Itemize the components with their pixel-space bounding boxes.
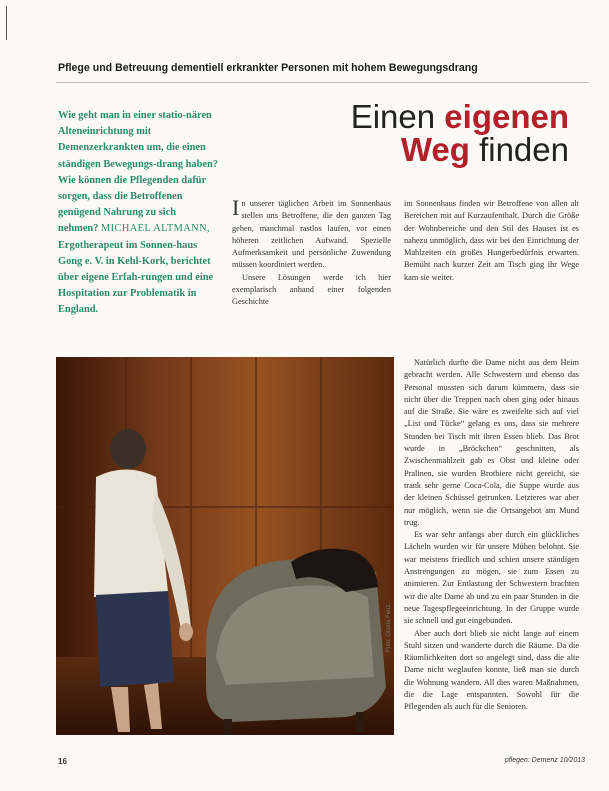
intro-bio: Ergotherapeut im Sonnen-haus Gong e. V. in Kehl-Kork, berichtet über eigene Erfah-rungen und eine Hospitation zur Problematik in England.: [58, 239, 214, 316]
body-column-2-bottom: [404, 357, 579, 714]
running-title: Pflege und Betreuung dementiell erkrankter Personen mit hohem Bewegungsdrang: [58, 62, 478, 74]
photo-woman-standing-by-armchair: [56, 357, 394, 735]
body-paragraph: Aber auch dort blieb sie nicht lange auf einem Stuhl sitzen und wanderte durch die Räume. Da die Räumlichkeiten dort so angelegt sind, dass die alte Dame nicht weglaufen konnte, ließ man sie durch die Wohnung wandern. All dies waren Maßnahmen, die die Lage entspannten. Sowohl für die Pflegenden als auch für die Senioren.: [404, 628, 579, 712]
headline-word-finden: finden: [479, 131, 569, 168]
header-rule: [56, 82, 589, 83]
page-number: 16: [58, 757, 67, 766]
headline-line-1: [351, 100, 569, 133]
crop-mark: [6, 6, 7, 40]
intro-lead: Wie geht man in einer statio-nären Alteneinrichtung mit Demenzerkrankten um, die einen ständigen Bewegungs-drang haben? Wie können die Pflegenden dafür sorgen, dass die Betroffenen genügend Nahrung zu sich nehmen?: [58, 110, 218, 235]
body-column-2-top: [404, 198, 579, 284]
headline-word-eigenen: eigenen: [444, 98, 569, 135]
body-paragraph: Es war sehr anfangs aber durch ein glückliches Lächeln wurden wir für unsere Mühen belohnt. Sie war meistens friedlich und schien unsere ständigen Anstrengungen zu mögen, sie zum Essen zu animieren. Zur Entlastung der Schwestern brachten wir die alte Dame ab und zu ein paar Stunden in die neue Tagespflegeeinrichtung. In der Gruppe wurde sie schnell und gut eingebunden.: [404, 530, 579, 626]
body-column-1: [232, 195, 391, 309]
body-paragraph: Natürlich durfte die Dame nicht aus dem Heim gebracht werden. Alle Schwestern und ebenso das Personal mussten sich darum kümmern, dass sie nicht über die Treppen nach oben ging oder hinaus auf die Straße. Sie wäre es zweifelte sich auf viel „List und Tücke“ gelang es uns, dass sie mehrere Stunden bei Tisch mit ihren Essen blieb. Das Brot wurde in „Bröckchen“ geschnitten, als Zwischenmahlzeit gab es Obst und kleine oder Pralinen, sie wurden Brotbiere nicht gereicht, sie trank sehr gerne Coca-Cola, die Suppe wurde aus der kleinen Schüssel getrunken. Letzteres war aber nur möglich, wenn sie die Ortsangebot am Mund trug.: [404, 358, 579, 527]
drop-cap: I: [232, 195, 240, 220]
photo-credit: Foto: Gisela Fenz: [386, 604, 392, 652]
article-headline: [351, 100, 569, 166]
article-photo: [56, 357, 394, 735]
body-text: n unserer täglichen Arbeit im Sonnenhaus stellen uns Betroffene, die den ganzen Tag gehen, manchmal rastlos laufen, vor einen höheren zeitlichen Aufwand. Spezielle Aufmerksamkeit und persönliche Zuwendung müssen koordiniert werden.: [232, 199, 391, 270]
headline-line-2: [351, 133, 569, 166]
body-paragraph: im Sonnenhaus finden wir Betroffene von allen alt Bereichen mit auf Kurzaufenthalt. Durch die Größe der Wohnbereiche und den Stil des Hauses ist es nahezu unmöglich, dass wir bei den Einrichtung der Mahlzeiten ein großes Hungerbedürfnis erwarten. Bemüht nach kurzer Zeit am Tisch ging ihr Wege kam sie weiter.: [404, 199, 579, 282]
body-paragraph: Unsere Lösungen werde ich hier exemplarisch anhand einer folgenden Geschichte: [232, 272, 391, 307]
body-paragraph: [232, 195, 391, 272]
headline-word-einen: Einen: [350, 98, 436, 135]
magazine-footer: pflegen: Demenz 10/2013: [504, 757, 585, 764]
author-name: MICHAEL ALTMANN,: [101, 223, 210, 235]
headline-word-weg: Weg: [400, 131, 470, 168]
intro-text: [58, 108, 218, 319]
